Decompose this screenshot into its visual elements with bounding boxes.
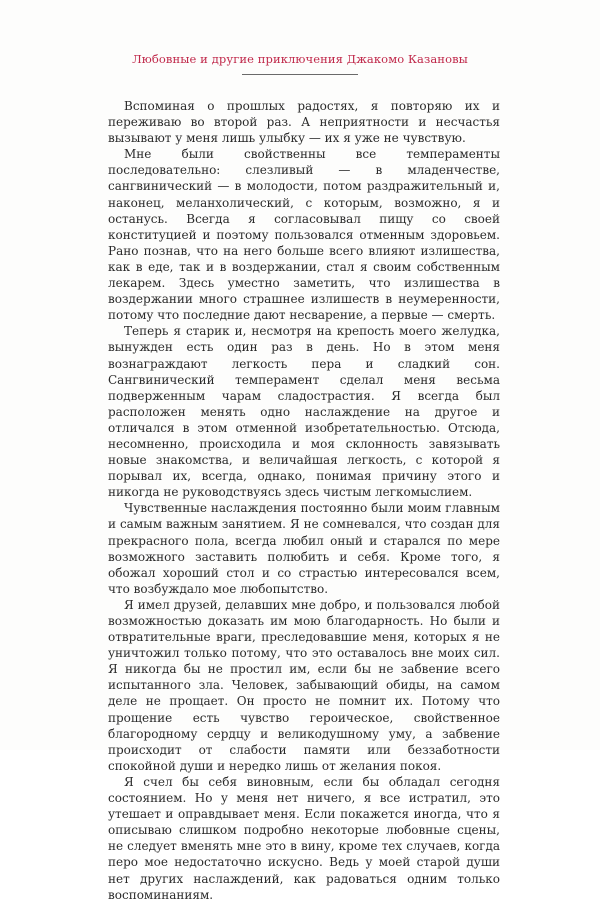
paragraph: Я счел бы себя виновным, если бы обладал сегодня состоянием. Но у меня нет ничего, я все истратил, это утешает и оправдывает меня. Если покажется иногда, что я описываю слишком подробно некоторые любовные сцены, не следует вменять мне это в вину, кроме тех случаев, когда перо мое недостаточно искусно. Ведь у моей старой души нет других наслаждений, как радоваться одним только воспоминаниям.: [108, 774, 500, 902]
header-divider: [242, 74, 358, 75]
paragraph: Теперь я старик и, несмотря на крепость моего желудка, вынужден есть один раз в день. Но в этом меня вознаграждают легкость пера и сладкий сон. Сангвинический темперамент сделал меня весьма подверженным чарам сладострастия. Я всегда был расположен менять одно наслаждение на другое и отличался в этом отменной изобретательностью. Отсюда, несомненно, происходила и моя склонность завязывать новые знакомства, и величайшая легкость, с которой я порывал их, всегда, однако, понимая причину этого и никогда не руководствуясь здесь чистым легкомыслием.: [108, 324, 500, 500]
paragraph: Мне были свойственны все темпераменты последовательно: слезливый — в младенчестве, сангвинический — в молодости, потом раздражительный и, наконец, меланхолический, с которым, возможно, я и останусь. Всегда я согласовывал пищу со своей конституцией и поэтому пользовался отменным здоровьем. Рано познав, что на него больше всего влияют излишества, как в еде, так и в воздержании, стал я своим собственным лекарем. Здесь уместно заметить, что излишества в воздержании много страшнее излишеств в неумеренности, потому что последние дают несварение, а первые — смерть.: [108, 147, 500, 323]
paragraph: Вспоминая о прошлых радостях, я повторяю их и переживаю во второй раз. А неприятности и несчастья вызывают у меня лишь улыбку — их я уже не чувствую.: [108, 99, 500, 146]
running-title: Любовные и другие приключения Джакомо Казановы: [132, 52, 468, 66]
paragraph: Я имел друзей, делавших мне добро, и пользовался любой возможностью доказать им мою благодарность. Но были и отвратительные враги, преследовавшие меня, которых я не уничтожил только потому, что это оставалось вне моих сил. Я никогда бы не простил им, если бы не забвение всего испытанного зла. Человек, забывающий обиды, на самом деле не прощает. Он просто не помнит их. Потому что прощение есть чувство героическое, свойственное благородному сердцу и великодушному уму, а забвение происходит от слабости памяти или беззаботности спокойной души и нередко лишь от желания покоя.: [108, 597, 500, 773]
body-text: [108, 98, 500, 903]
paragraph: Чувственные наслаждения постоянно были моим главным и самым важным занятием. Я не сомневался, что создан для прекрасного пола, всегда любил оный и старался по мере возможного заставить полюбить и себя. Кроме того, я обожал хороший стол и со страстью интересовался всем, что возбуждало мое любопытство.: [108, 501, 500, 596]
